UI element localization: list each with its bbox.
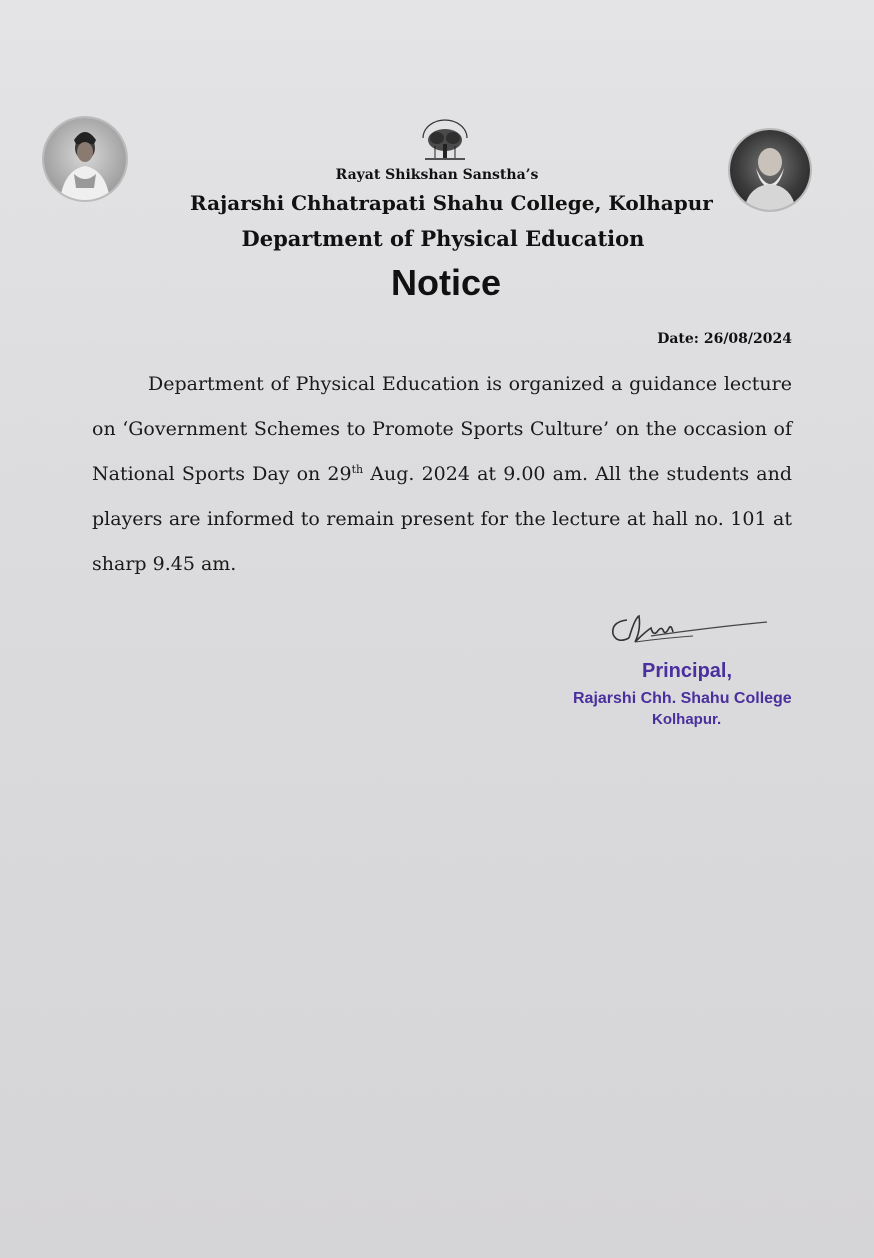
- sanstha-name: Rayat Shikshan Sanstha’s: [335, 167, 539, 183]
- department-name: Department of Physical Education: [241, 226, 645, 251]
- stamp-principal: Principal,: [642, 660, 733, 682]
- left-portrait-icon: [44, 118, 126, 200]
- body-part-2: Aug. 2024 at 9.00 am. All the students and players are informed to remain present for the lecture at hall no. 101 at sharp 9.45 am.: [92, 463, 793, 575]
- stamp-city: Kolhapur.: [652, 711, 722, 728]
- notice-body: [92, 362, 792, 587]
- signature-icon: [605, 608, 775, 656]
- notice-date: Date: 26/08/2024: [657, 331, 792, 347]
- body-ordinal: th: [351, 463, 364, 476]
- body-part-1: Department of Physical Education is organized a guidance lecture on ‘Government Schemes to Promote Sports Culture’ on the occasion of National Sports Day on 29: [92, 373, 792, 485]
- college-name: Rajarshi Chhatrapati Shahu College, Kolhapur: [190, 191, 713, 215]
- notice-title: Notice: [390, 262, 502, 303]
- banyan-tree-emblem-icon: [413, 116, 477, 166]
- stamp-college: Rajarshi Chh. Shahu College: [573, 690, 792, 707]
